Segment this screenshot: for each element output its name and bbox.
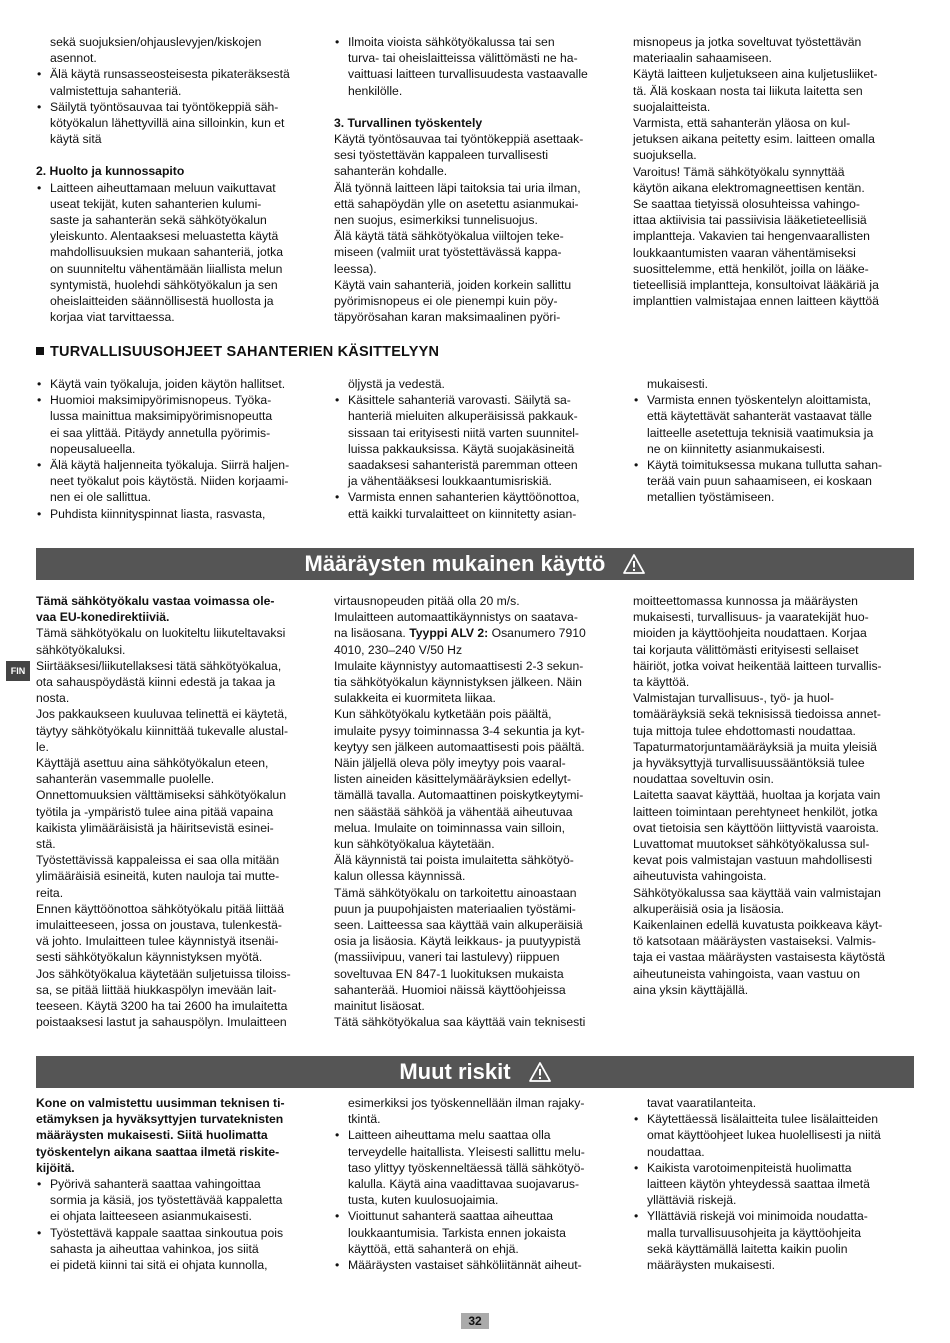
intended-use-column-1	[36, 593, 322, 1030]
list-item: • Älä käytä haljenneita työkaluja. Siirrä haljen- neet työkalut pois käytöstä. Niiden korjaami- nen ei ole sallittua.	[36, 457, 322, 506]
list-item: • Älä käytä runsasseosteisesta pikateräksestä valmistettuja sahanteriä.	[36, 66, 318, 98]
paragraph: sekä suojuksien/ohjauslevyjen/kiskojen asennot.	[50, 35, 262, 66]
top-column-3	[633, 34, 923, 309]
paragraph: misnopeus ja jotka soveltuvat työstettävän materiaalin sahaamiseen. Käytä laitteen kuljetukseen aina kuljetusliiket- tä. Älä koskaan nosta tai liikuta laitetta sen suojalaitteista. Varmista, että sahanterän yläosa on kul- jetuksen aikana peitetty esim. laitteen omalla suojuksella. Varoitus! Tämä sähkötyökalu synnyttää käytön aikana elektromagneettisen kentän. Se saattaa tietyissä olosuhteissa vahingo- ittaa aktiivisia tai passiivisia lääketieteellisiä implantteja. Vakavien tai hengenvaarallisten loukkaantumisten vaaran vähentämiseksi suosittelemme, että henkilöt, joilla on lääke- tieteellisiä implantteja, konsultoivat lääkäriä ja implanttien valmistajaa ennen laitteen käyttöä	[633, 35, 879, 309]
list-item: • Käytä toimituksessa mukana tullutta sahan- terää vain puun sahaamiseen, ei koskaan metallien työstämiseen.	[633, 457, 923, 506]
list-item: • Puhdista kiinnityspinnat liasta, rasvasta,	[36, 506, 322, 522]
intended-use-banner	[36, 548, 914, 580]
section-heading: 3. Turvallinen työskentely	[334, 115, 483, 130]
list-item: • Säilytä työntösauvaa tai työntökeppiä säh- kötyökalun lähettyvillä aina silloinkin, kun et käytä sitä	[36, 99, 318, 148]
language-tab: FIN	[6, 661, 30, 681]
risks-column-2	[334, 1095, 622, 1273]
section-heading: 2. Huolto ja kunnossapito	[36, 164, 185, 179]
page-number: 32	[461, 1313, 489, 1329]
risks-banner	[36, 1056, 914, 1088]
list-item: • Vioittunut sahanterä saattaa aiheuttaa loukkaantumisia. Tarkista ennen jokaista käyttöä, että sahanterä on ehjä.	[334, 1208, 622, 1257]
warning-triangle-icon	[529, 1059, 551, 1091]
list-item: • Työstettävä kappale saattaa sinkoutua pois sahasta ja aiheuttaa vahinkoa, jos siitä ei pidetä kiinni tai sitä ei ohjata kunnolla,	[36, 1225, 322, 1274]
list-item: • Pyörivä sahanterä saattaa vahingoittaa sormia ja käsiä, jos työstettävää kappaletta ei ohjata laitteeseen asianmukaisesti.	[36, 1176, 322, 1225]
list-item: • Kaikista varotoimenpiteistä huolimatta laitteen käytön yhteydessä saattaa ilmetä yllättäviä riskejä.	[633, 1160, 925, 1209]
list-item: • Huomioi maksimipyörimisnopeus. Työka- lussa mainittua maksimipyörimisnopeutta ei saa ylittää. Pitäydy annetulla pyörimis- nopeusalueella.	[36, 392, 322, 457]
warning-triangle-icon	[623, 551, 645, 583]
banner-title: Määräysten mukainen käyttö	[304, 551, 606, 576]
paragraph: moitteettomassa kunnossa ja määräysten mukaisesti, turvallisuus- ja vaaratekijät huo- mioiden ja käyttöohjeita noudattaen. Korjaa tai korjauta välittömästi erityisesti sellaiset häiriöt, jotka voivat heikentää laitteen turvallis- ta käyttöä. Valmistajan turvallisuus-, työ- ja huol- tomääräyksiä sekä teknisissä tiedoissa annet- tuja mittoja tulee ehdottomasti noudattaa. Tapaturmatorjuntamääräyksiä ja muita yleisiä ja hyväksyttyjä turvallisuussääntöksiä tulee noudattaa soveltuvin osin. Laitetta saavat käyttää, huoltaa ja korjata vain laitteen toimintaan perehtyneet henkilöt, jotka ovat tietoisia sen käyttöön liittyvistä vaaroista. Luvattomat muutokset sähkötyökalussa sul- kevat pois valmistajan vastuun mahdollisesti aiheutuvista vahingoista. Sähkötyökalussa saa käyttää vain valmistajan alkuperäisiä osia ja lisäosia. Kaikenlainen edellä kuvatusta poikkeava käyt- tö katsotaan määräysten vastaiseksi. Valmis- taja ei vastaa määräysten vastaisesta käytöstä aiheutuneista vahingoista, vaan vastuu on aina yksin käyttäjällä.	[633, 594, 886, 997]
list-item: • Käytettäessä lisälaitteita tulee lisälaitteiden omat käyttöohjeet lukea huolellisesti ja niitä noudattaa.	[633, 1111, 925, 1160]
paragraph: esimerkiksi jos työskennellään ilman rajaky- tkintä.	[348, 1096, 585, 1127]
list-item: • Varmista ennen työskentelyn aloittamista, että käytettävät sahanterät vastaavat tälle laitteelle asetettuja teknisiä vaatimuksia ja ne on kiinnitetty asianmukaisesti.	[633, 392, 923, 457]
paragraph-text: virtausnopeuden pitää olla 20 m/s. Imulaitteen automaattikäynnistys on saatava- na lisäosana.	[334, 594, 578, 641]
list-item: • Laitteen aiheuttamaan meluun vaikuttavat useat tekijät, kuten sahanterien kulumi- saste ja sahanterän sekä sähkötyökalun yleiskunto. Alentaaksesi meluastetta käytä mahdollisuuksien mukaan sahanteriä, jotka on suunniteltu vähentämään liiallista melun syntymistä, huolehdi sähkötyökalun ja sen oheislaitteiden säännöllisestä huollosta ja korjaa viat tarvittaessa.	[36, 180, 318, 326]
risks-column-1	[36, 1095, 322, 1273]
blade-column-3	[633, 376, 923, 506]
square-bullet-icon	[36, 347, 44, 355]
blade-column-1	[36, 376, 322, 522]
list-item: • Ilmoita vioista sähkötyökalussa tai sen turva- tai oheislaitteissa välittömästi ne ha- vaittuasi laitteen turvallisuudesta vastaavalle henkilölle.	[334, 34, 619, 99]
paragraph	[334, 593, 622, 1030]
list-item: • Määräysten vastaiset sähköliitännät aiheut-	[334, 1257, 622, 1273]
list-item: • Käsittele sahanteriä varovasti. Säilytä sa- hanteriä mieluiten alkuperäisissä pakkauk- sissaan tai erityisesti niitä varten suunnitel- luissa pakkauksissa. Käytä suojakäsineitä saadaksesi sahanteristä paremman otteen ja vähentääksesi loukkaantumisriskiä.	[334, 392, 619, 489]
paragraph: mukaisesti.	[647, 377, 708, 391]
blade-safety-heading-text: TURVALLISUUSOHJEET SAHANTERIEN KÄSITTELYYN	[50, 344, 440, 360]
top-column-2	[334, 34, 619, 325]
paragraph: Käytä työntösauvaa tai työntökeppiä asettaak- sesi työstettävän kappaleen turvallisesti sahanterän kohdalle. Älä työnnä laitteen läpi taitoksia tai uria ilman, että sahapöydän ylle on asetettu asianmukai- nen suojus, esimerkiksi tunnelisuojus. Älä käytä tätä sähkötyökalua viiltojen teke- miseen (valmiit urat työstettävässä kappa- leessa). Käytä vain sahanteriä, joiden korkein sallittu pyörimisnopeus ei ole pienempi kuin pöy- täpyörösahan karan maksimaalinen pyöri-	[334, 132, 584, 325]
blade-column-2	[334, 376, 619, 522]
banner-title: Muut riskit	[399, 1059, 511, 1084]
paragraph: öljystä ja vedestä.	[348, 377, 445, 391]
paragraph: tavat vaaratilanteita.	[647, 1096, 757, 1110]
list-item: • Yllättäviä riskejä voi minimoida noudatta- malla turvallisuusohjeita ja käyttöohjeita sekä käyttämällä laitetta kaikin puolin määräysten mukaisesti.	[633, 1208, 925, 1273]
intended-use-column-3	[633, 593, 925, 998]
lead-paragraph: Kone on valmistettu uusimman teknisen ti- etämyksen ja hyväksyttyjen turvateknisten määräysten mukaisesti. Siitä huolimatta työskentelyn aikana saattaa ilmetä riskite- kijöitä.	[36, 1096, 285, 1175]
top-column-1	[36, 34, 318, 325]
intended-use-column-2	[334, 593, 622, 1030]
lead-paragraph: Tämä sähkötyökalu vastaa voimassa ole- vaa EU-konedirektiiviä.	[36, 594, 275, 625]
list-item: • Laitteen aiheuttama melu saattaa olla terveydelle haitallista. Yleisesti sallittu melu- taso ylittyy työskenneltäessä tällä sähkötyö- kalulla. Käytä aina vaadittavaa suojavarus- tusta, kuten kuulosuojaimia.	[334, 1127, 622, 1208]
risks-column-3	[633, 1095, 925, 1273]
blade-safety-heading	[36, 344, 439, 360]
model-label: Tyyppi ALV 2:	[409, 626, 489, 641]
paragraph: Tämä sähkötyökalu on luokiteltu liikuteltavaksi sähkötyökaluksi. Siirtääksesi/liikutellaksesi tätä sähkötyökalua, ota sahauspöydästä kiinni edestä ja takaa ja nosta. Jos pakkaukseen kuuluvaa telinettä ei käytetä, täytyy sähkötyökalu kiinnittää tukevalle alustal- le. Käyttäjä asettuu aina sähkötyökalun eteen, sahanterän vasemmalle puolelle. Onnettomuuksien välttämiseksi sähkötyökalun työtila ja -ympäristö tulee aina pitää vapaina kaikista ylimääräisistä ja häiritsevistä esinei- stä. Työstettävissä kappaleissa ei saa olla mitään ylimääräisiä esineitä, kuten nauloja tai mutte- reita. Ennen käyttöönottoa sähkötyökalu pitää liittää imulaitteeseen, jossa on joustava, tulenkestä- vä johto. Imulaitteen tulee käynnistyä itsenäi- sesti sähkötyökalun käynnistyksen myötä. Jos sähkötyökalua käytetään suljetuissa tiloiss- sa, se pitää liittää hiukkaspölyn imevään lait- teeseen. Käytä 3200 ha tai 2600 ha imulaitetta poistaaksesi lastut ja sahauspölyn. Imulaitteen	[36, 626, 291, 1030]
list-item: • Varmista ennen sahanterien käyttöönottoa, että kaikki turvalaitteet on kiinnitetty asian-	[334, 489, 619, 521]
list-item: • Käytä vain työkaluja, joiden käytön hallitset.	[36, 376, 322, 392]
paragraph-text: Osanumero 7910 4010, 230–240 V/50 Hz Imulaite käynnistyy automaattisesti 2-3 sekun- tia sähkötyökalun käynnistyksen jälkeen. Näin sulakkeita ei kuormiteta liikaa. Kun sähkötyökalu kytketään pois päältä, imulaite pysyy toiminnassa 3-4 sekuntia ja kyt- keytyy sen jälkeen automaattisesti pois päältä. Näin jäljellä oleva pöly imeytyy pois vaaral- listen aineiden käsittelymääräyksien edellyt- tämällä tavalla. Automaattinen poiskytkeytymi- nen säästää sähköä ja vähentää aiheutuvaa melua. Imulaite on toiminnassa vain silloin, kun sähkötyökalua käytetään. Älä käynnistä tai poista imulaitetta sähkötyö- kalun ollessa käynnissä. Tämä sähkötyökalu on tarkoitettu ainoastaan puun ja puupohjaisten materiaalien työstämi- seen. Laitteessa saa käyttää vain alkuperäisiä osia ja lisäosia. Käytä leikkaus- ja puutyypistä (massiivipuu, vaneri tai lastulevy) riippuen soveltuvaa EN 847-1 luokituksen mukaista sahanterää. Huomioi näissä käyttöohjeissa mainitut lisäosat. Tätä sähkötyökalua saa käyttää vain teknisesti	[334, 626, 586, 1030]
